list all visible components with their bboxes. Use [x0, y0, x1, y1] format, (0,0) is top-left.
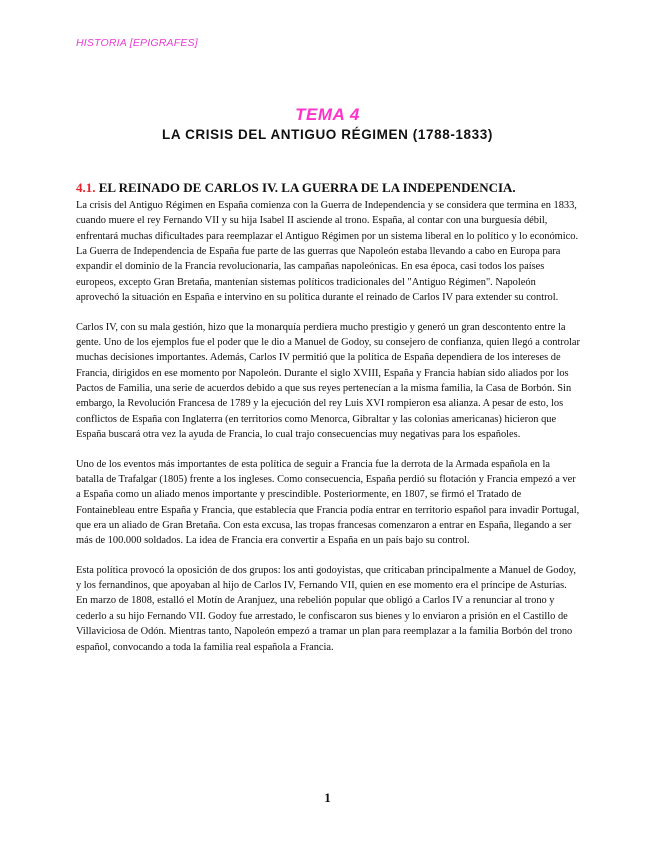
tema-subtitle: LA CRISIS DEL ANTIGUO RÉGIMEN (1788-1833): [162, 127, 493, 142]
paragraph: Esta política provocó la oposición de dos grupos: los anti godoyistas, que criticaban principalmente a Manuel de Godoy, y los fernandinos, que apoyaban al hijo de Carlos IV, Fernando VII, quien en ese momento era el príncipe de Asturias. En marzo de 1808, estalló el Motín de Aranjuez, una rebelión popular que obligó a Carlos IV a renunciar al trono y cederlo a su hijo Fernando VII. Godoy fue arrestado, le confiscaron sus bienes y lo enviaron a prisión en el Castillo de Villaviciosa de Odón. Mientras tanto, Napoleón empezó a tramar un plan para reemplazar a la familia Borbón del trono español, convocando a toda la familia real española a Francia.: [76, 564, 576, 653]
document-header: HISTORIA [EPIGRAFES]: [76, 37, 198, 49]
page-number: 1: [324, 790, 331, 805]
section-number: 4.1.: [76, 180, 96, 195]
body-text: [76, 198, 580, 669]
paragraph: Uno de los eventos más importantes de esta política de seguir a Francia fue la derrota de la Armada española en la batalla de Trafalgar (1805) frente a los ingleses. Como consecuencia, España perdió su flotación y Francia empezó a ver a España como un aliado menos importante y prescindible. Posteriormente, en 1807, se firmó el Tratado de Fontainebleau entre España y Francia, que establecía que Francia podía entrar en territorio español para invadir Portugal, que era un aliado de Gran Bretaña. Con esta excusa, las tropas francesas comenzaron a entrar en España, llegando a ser más de 100.000 soldados. La idea de Francia era convertir a España en un país bajo su control.: [76, 458, 580, 547]
section-title: EL REINADO DE CARLOS IV. LA GUERRA DE LA INDEPENDENCIA.: [95, 180, 516, 195]
paragraph: La crisis del Antiguo Régimen en España comienza con la Guerra de Independencia y se considera que termina en 1833, cuando muere el rey Fernando VII y su hija Isabel II asciende al trono. España, al contar con una burguesía débil, enfrentará muchas dificultades para reemplazar el Antiguo Régimen por un sistema liberal en lo político y lo económico.: [76, 200, 579, 242]
paragraph: Carlos IV, con su mala gestión, hizo que la monarquía perdiera mucho prestigio y generó un gran descontento entre la gente. Uno de los ejemplos fue el poder que le dio a Manuel de Godoy, su consejero de confianza, quien llegó a controlar muchas decisiones importantes. Además, Carlos IV permitió que la política de España dependiera de los intereses de Francia, dirigidos en ese momento por Napoleón. Durante el siglo XVIII, España y Francia habían sido aliados por los Pactos de Familia, una serie de acuerdos debido a que sus reyes pertenecían a la misma familia, la Casa de Borbón. Sin embargo, la Revolución Francesa de 1789 y la ejecución del rey Luis XVI rompieron esa alianza. A pesar de esto, los conflictos de España con Inglaterra (en territorios como Menorca, Gibraltar y las colonias americanas) hicieron que España buscará otra vez la ayuda de Francia, lo cual trajo consecuencias muy negativas para los españoles.: [76, 321, 580, 440]
paragraph: La Guerra de Independencia de España fue parte de las guerras que Napoleón estaba llevando a cabo en Europa para expandir el dominio de la Francia revolucionaria, las campañas napoleónicas. En esa época, casi todos los países europeos, excepto Gran Bretaña, mantenían sistemas políticos tradicionales del "Antiguo Régimen". Napoleón aprovechó la situación en España e intervino en su política durante el reinado de Carlos IV para extender su control.: [76, 246, 561, 304]
tema-title: TEMA 4: [295, 105, 360, 124]
section-heading: [76, 180, 516, 196]
